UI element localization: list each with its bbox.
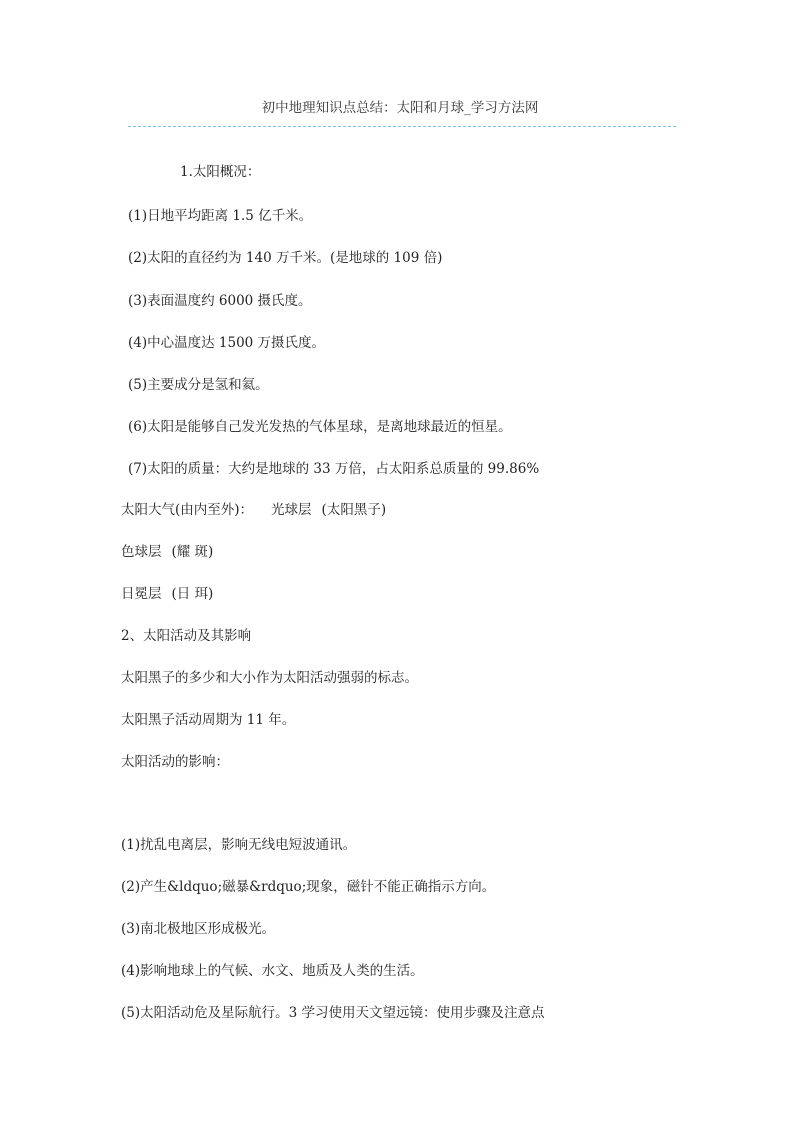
layer-feature: (太阳黑子) (321, 502, 387, 518)
layer-feature: (耀 斑) (171, 544, 214, 560)
sun-fact-3: (3)表面温度约 6000 摄氏度。 (128, 293, 312, 309)
sun-fact-2: (2)太阳的直径约为 140 万千米。(是地球的 109 倍) (128, 250, 443, 266)
atmosphere-layer-chromosphere (121, 540, 213, 560)
sun-fact-7: (7)太阳的质量：大约是地球的 33 万倍，占太阳系总质量的 99.86% (128, 461, 540, 477)
page-title: 初中地理知识点总结：太阳和月球_学习方法网 (261, 100, 539, 116)
sun-fact-4: (4)中心温度达 1500 万摄氏度。 (128, 335, 326, 351)
solar-activity-effects-label: 太阳活动的影响： (121, 754, 229, 770)
sun-fact-1: (1)日地平均距离 1.5 亿千米。 (128, 208, 313, 224)
effect-item-3: (3)南北极地区形成极光。 (121, 921, 276, 937)
effect-item-2: (2)产生&ldquo;磁暴&rdquo;现象，磁针不能正确指示方向。 (121, 879, 496, 895)
section-heading-sun-overview: 1.太阳概况： (180, 164, 261, 180)
sun-fact-5: (5)主要成分是氢和氦。 (128, 377, 269, 393)
atmosphere-label: 太阳大气(由内至外)： (121, 502, 254, 518)
layer-name: 色球层 (121, 544, 162, 560)
layer-name: 日冕层 (121, 586, 162, 602)
effect-item-5: (5)太阳活动危及星际航行。3 学习使用天文望远镜：使用步骤及注意点 (121, 1005, 545, 1021)
atmosphere-layer-photosphere (121, 498, 386, 518)
sunspot-indicator-text: 太阳黑子的多少和大小作为太阳活动强弱的标志。 (121, 670, 418, 686)
effect-item-1: (1)扰乱电离层，影响无线电短波通讯。 (121, 837, 357, 853)
layer-name: 光球层 (271, 502, 312, 518)
sun-fact-6: (6)太阳是能够自己发光发热的气体星球，是离地球最近的恒星。 (128, 419, 512, 435)
atmosphere-layer-corona (121, 582, 213, 602)
section-heading-solar-activity: 2、太阳活动及其影响 (121, 628, 252, 644)
effect-item-4: (4)影响地球上的气候、水文、地质及人类的生活。 (121, 963, 424, 979)
sunspot-cycle-text: 太阳黑子活动周期为 11 年。 (121, 712, 296, 728)
header-divider (128, 126, 676, 127)
layer-feature: (日 珥) (171, 586, 214, 602)
